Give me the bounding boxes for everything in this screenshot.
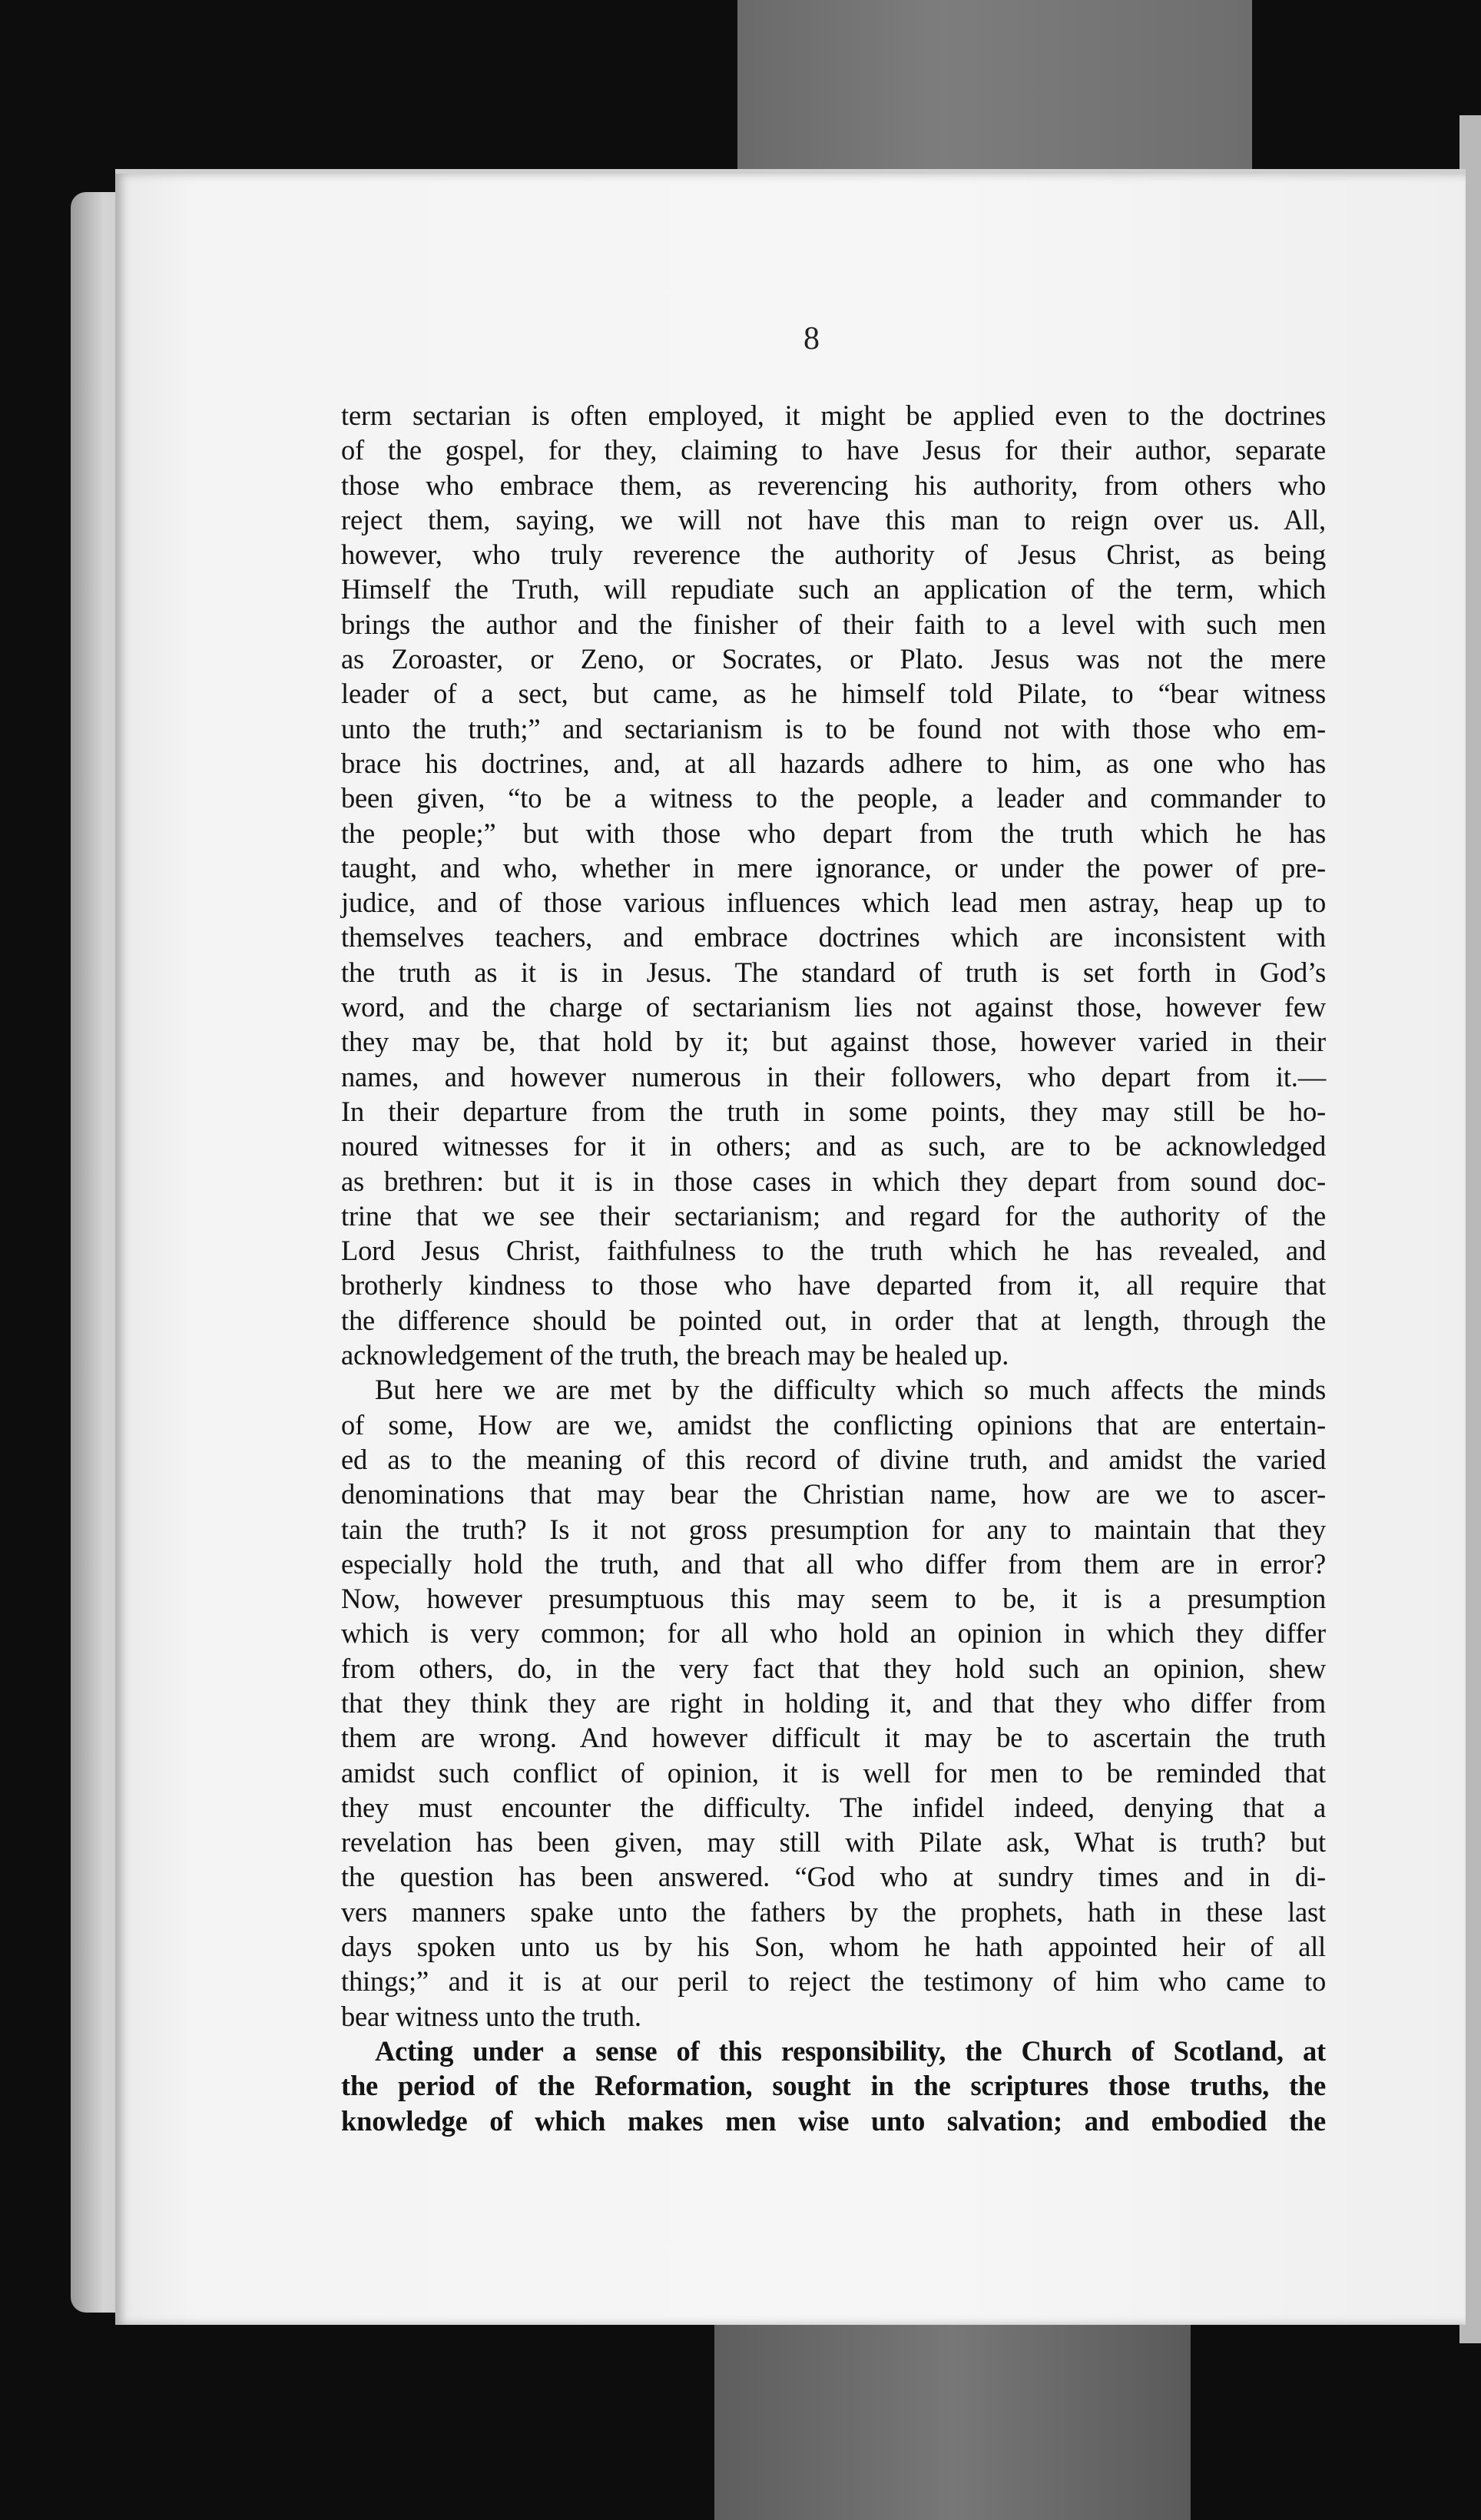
text-line: days spoken unto us by his Son, whom he hath appointed heir of all bbox=[341, 1931, 1326, 1963]
text-line: noured witnesses for it in others; and as such, are to be acknowledged bbox=[341, 1130, 1326, 1162]
text-line: brings the author and the finisher of their faith to a level with such men bbox=[341, 608, 1326, 640]
text-line: they may be, that hold by it; but against those, however varied in their bbox=[341, 1026, 1326, 1058]
text-line: the truth as it is in Jesus. The standard of truth is set forth in God’s bbox=[341, 956, 1326, 988]
text-line: the people;” but with those who depart from the truth which he has bbox=[341, 817, 1326, 849]
text-line: brace his doctrines, and, at all hazards adhere to him, as one who has bbox=[341, 747, 1326, 779]
text-line: ed as to the meaning of this record of divine truth, and amidst the varied bbox=[341, 1443, 1326, 1475]
text-line: Acting under a sense of this responsibility, the Church of Scotland, at bbox=[375, 2034, 1326, 2067]
text-line: as brethren: but it is in those cases in which they depart from sound doc- bbox=[341, 1165, 1326, 1197]
text-line: which is very common; for all who hold an opinion in which they differ bbox=[341, 1617, 1326, 1650]
text-line: the difference should be pointed out, in order that at length, through the bbox=[341, 1304, 1326, 1336]
text-line: the question has been answered. “God who at sundry times and in di- bbox=[341, 1861, 1326, 1893]
text-line: taught, and who, whether in mere ignorance, or under the power of pre- bbox=[341, 851, 1326, 884]
body-text bbox=[341, 398, 1326, 2138]
text-line: tain the truth? Is it not gross presumption for any to maintain that they bbox=[341, 1513, 1326, 1545]
text-line: things;” and it is at our peril to reject the testimony of him who came to bbox=[341, 1965, 1326, 1998]
text-line: term sectarian is often employed, it might be applied even to the doctrines bbox=[341, 400, 1326, 431]
text-line: Now, however presumptuous this may seem to be, it is a presumption bbox=[341, 1583, 1326, 1615]
scan-background-top bbox=[737, 0, 1252, 184]
text-line: word, and the charge of sectarianism lies not against those, however few bbox=[341, 991, 1326, 1023]
text-line: unto the truth;” and sectarianism is to be found not with those who em- bbox=[341, 712, 1326, 744]
text-line: But here we are met by the difficulty which so much affects the minds bbox=[375, 1374, 1326, 1406]
text-line: denominations that may bear the Christian name, how are we to ascer- bbox=[341, 1478, 1326, 1510]
text-line: as Zoroaster, or Zeno, or Socrates, or Plato. Jesus was not the mere bbox=[341, 643, 1326, 675]
text-line: of some, How are we, amidst the conflicting opinions that are entertain- bbox=[341, 1408, 1326, 1441]
text-line: they must encounter the difficulty. The infidel indeed, denying that a bbox=[341, 1791, 1326, 1823]
text-line: those who embrace them, as reverencing his authority, from others who bbox=[341, 469, 1326, 501]
text-line: knowledge of which makes men wise unto salvation; and embodied the bbox=[341, 2104, 1326, 2137]
text-line: Himself the Truth, will repudiate such an application of the term, which bbox=[341, 573, 1326, 605]
text-line: judice, and of those various influences which lead men astray, heap up to bbox=[341, 887, 1326, 919]
scan-background-bottom bbox=[714, 2313, 1191, 2520]
text-line: names, and however numerous in their followers, who depart from it.— bbox=[341, 1060, 1326, 1093]
text-line: however, who truly reverence the authority of Jesus Christ, as being bbox=[341, 539, 1326, 571]
text-line: them are wrong. And however difficult it may be to ascertain the truth bbox=[341, 1722, 1326, 1754]
text-line: from others, do, in the very fact that they hold such an opinion, shew bbox=[341, 1652, 1326, 1684]
text-line: leader of a sect, but came, as he himself told Pilate, to “bear witness bbox=[341, 678, 1326, 710]
text-line: the period of the Reformation, sought in the scriptures those truths, the bbox=[341, 2070, 1326, 2102]
text-line: reject them, saying, we will not have this man to reign over us. All, bbox=[341, 503, 1326, 536]
text-line: revelation has been given, may still with Pilate ask, What is truth? but bbox=[341, 1826, 1326, 1858]
text-line: that they think they are right in holding it, and that they who differ from bbox=[341, 1686, 1326, 1719]
page-number: 8 bbox=[803, 321, 820, 356]
text-line: of the gospel, for they, claiming to have Jesus for their author, separate bbox=[341, 434, 1326, 466]
text-line: In their departure from the truth in some points, they may still be ho- bbox=[341, 1095, 1326, 1127]
text-line: bear witness unto the truth. bbox=[341, 2000, 641, 2032]
text-line: brotherly kindness to those who have departed from it, all require that bbox=[341, 1269, 1326, 1301]
text-line: been given, “to be a witness to the people, a leader and commander to bbox=[341, 782, 1326, 814]
text-line: amidst such conflict of opinion, it is well for men to be reminded that bbox=[341, 1756, 1326, 1789]
text-line: especially hold the truth, and that all who differ from them are in error? bbox=[341, 1547, 1326, 1580]
text-line: acknowledgement of the truth, the breach may be healed up. bbox=[341, 1339, 1009, 1371]
text-line: trine that we see their sectarianism; and regard for the authority of the bbox=[341, 1199, 1326, 1232]
text-line: themselves teachers, and embrace doctrines which are inconsistent with bbox=[341, 921, 1326, 953]
text-line: vers manners spake unto the fathers by the prophets, hath in these last bbox=[341, 1895, 1326, 1928]
text-line: Lord Jesus Christ, faithfulness to the truth which he has revealed, and bbox=[341, 1235, 1326, 1267]
